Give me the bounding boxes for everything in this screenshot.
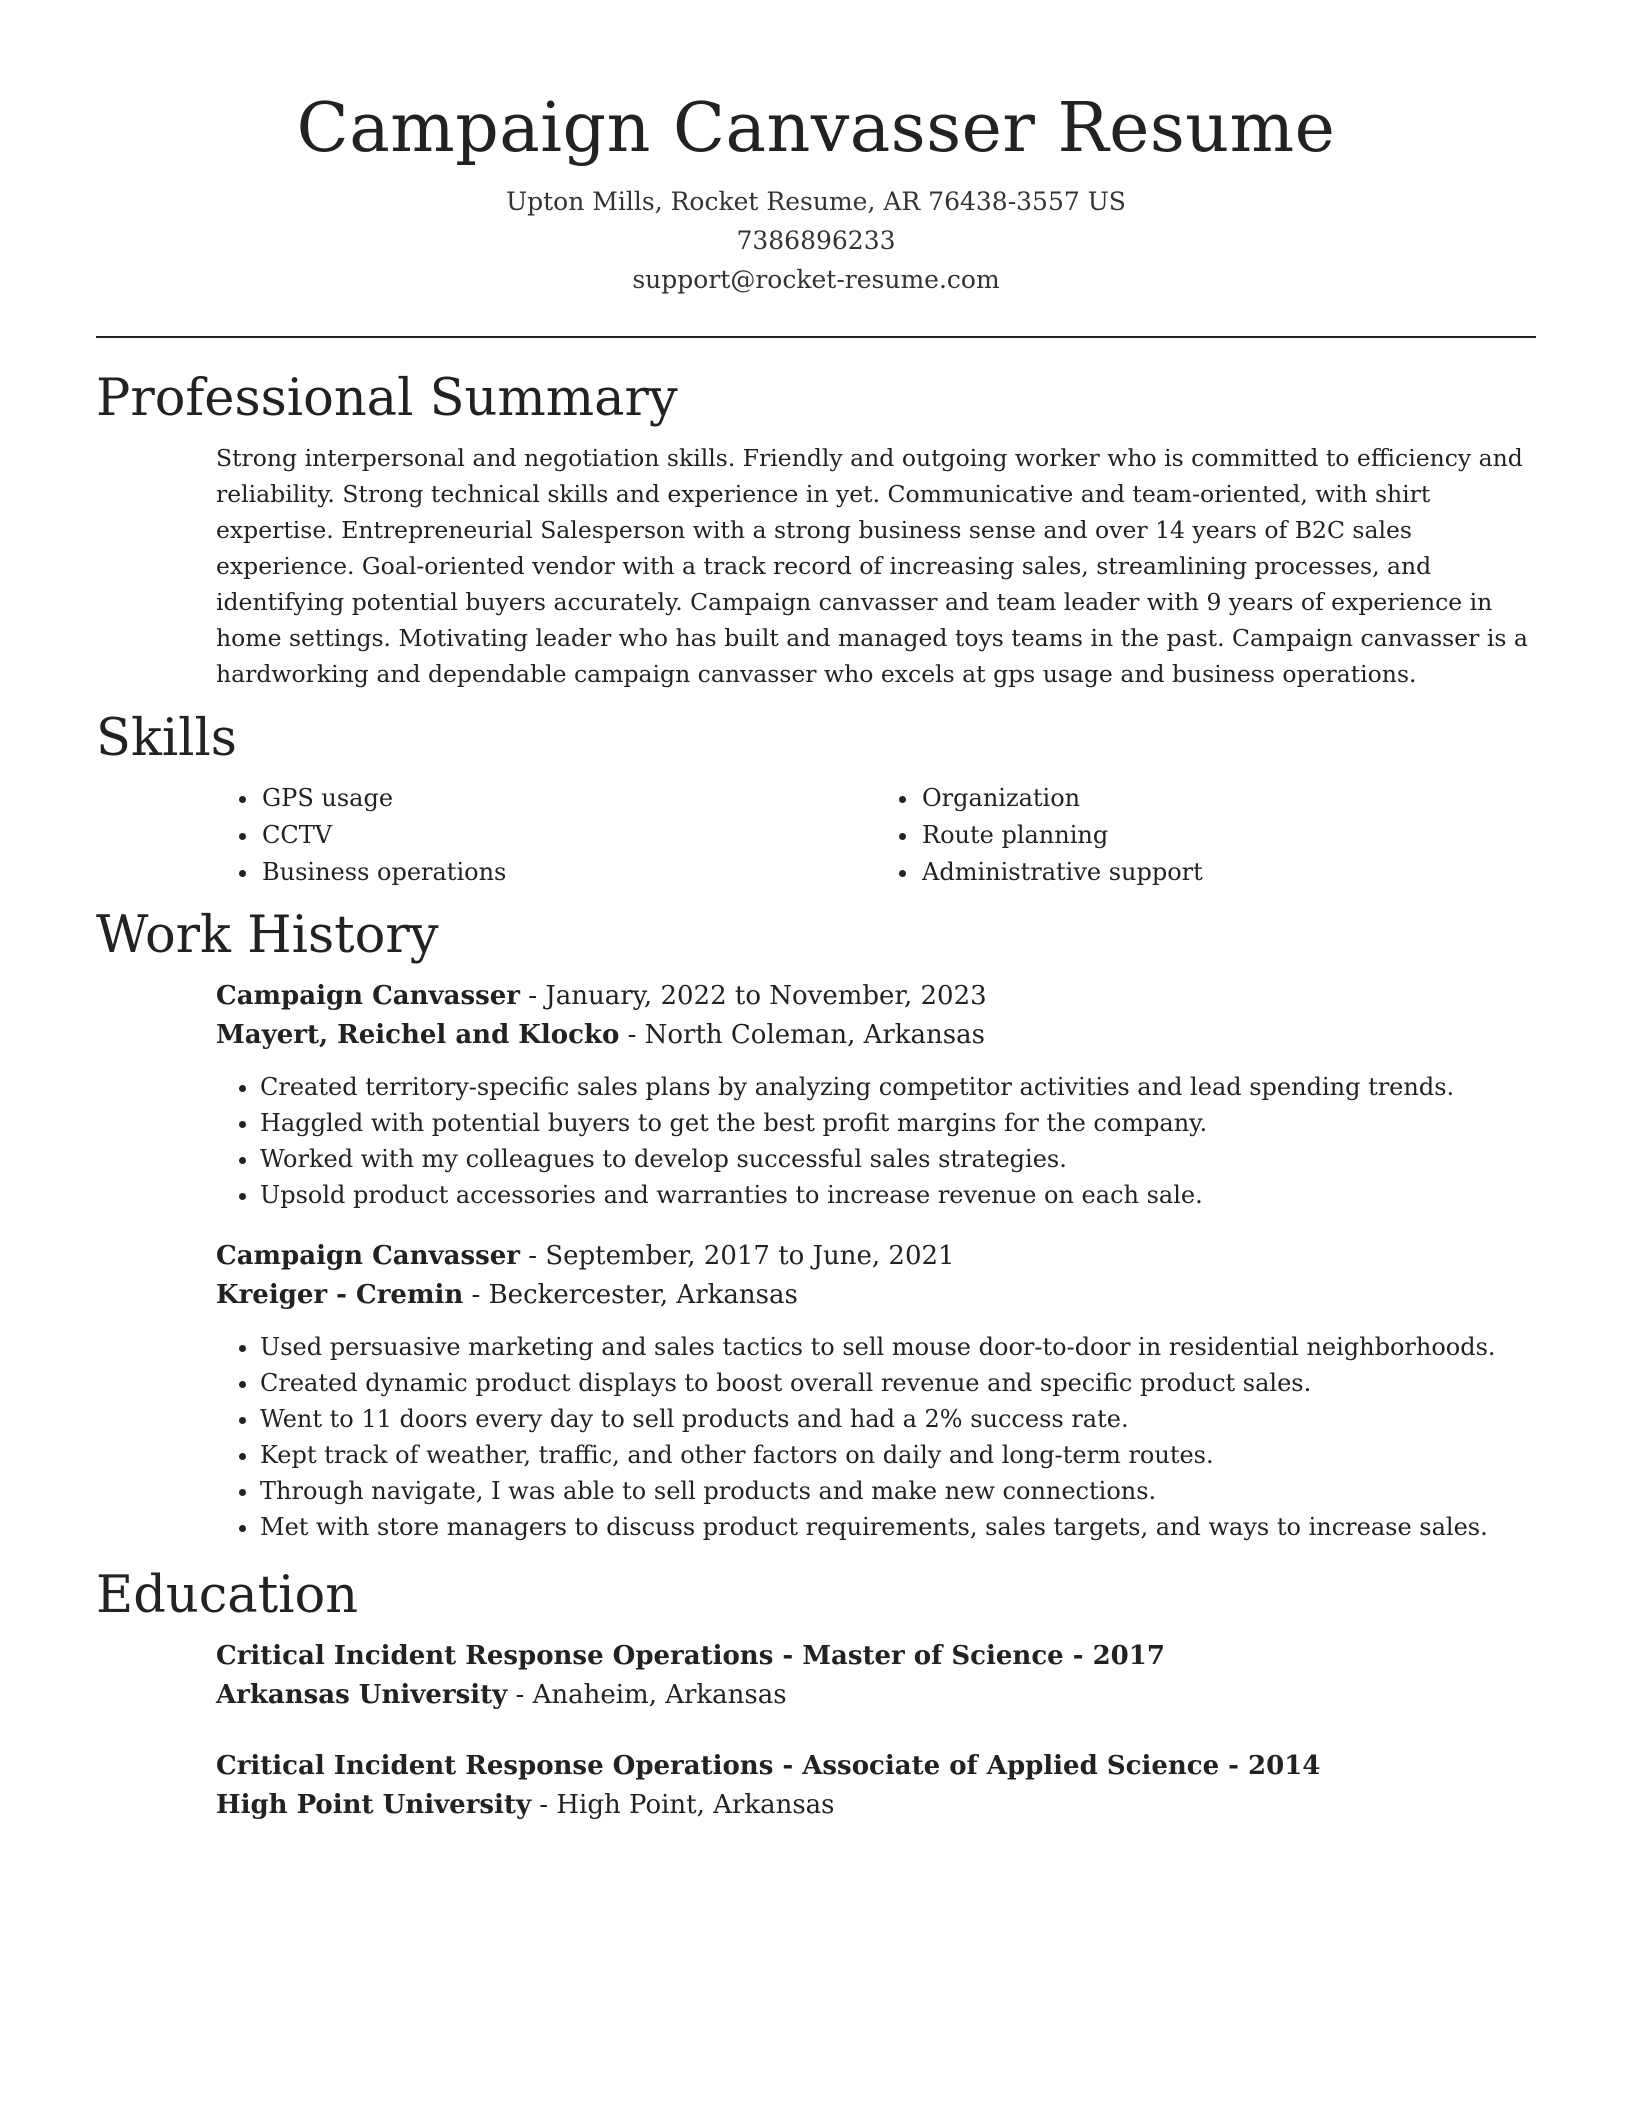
- work-history-heading: Work History: [96, 906, 439, 965]
- job-location: - North Coleman, Arkansas: [619, 1020, 985, 1050]
- contact-address: Upton Mills, Rocket Resume, AR 76438-3557 US: [506, 187, 1126, 216]
- education-school-line: [216, 1786, 1536, 1825]
- education-heading: Education: [96, 1566, 359, 1625]
- resume-title: Campaign Canvasser Resume: [296, 89, 1336, 168]
- job-bullet: • Went to 11 doors every day to sell products and had a 2% success rate.: [260, 1401, 1536, 1437]
- job-entry: [216, 977, 1536, 1213]
- job-bullet: • Created dynamic product displays to boost overall revenue and specific product sales.: [260, 1365, 1536, 1401]
- job-entry: [216, 1237, 1536, 1545]
- header-divider: [96, 336, 1536, 338]
- job-bullet: • Kept track of weather, traffic, and other factors on daily and long-term routes.: [260, 1437, 1536, 1473]
- education-degree: Critical Incident Response Operations - Associate of Applied Science - 2014: [216, 1751, 1321, 1781]
- education-location: - Anaheim, Arkansas: [507, 1680, 787, 1710]
- job-company-line: [216, 1276, 1536, 1315]
- summary-section: [96, 366, 1536, 692]
- education-entry: [216, 1637, 1536, 1715]
- job-dates: - September, 2017 to June, 2021: [520, 1241, 955, 1271]
- job-title: Campaign Canvasser: [216, 1241, 521, 1271]
- job-company: Kreiger - Cremin: [216, 1280, 464, 1310]
- summary-text: Strong interpersonal and negotiation skills. Friendly and outgoing worker who is committed to efficiency and reliability. Strong technical skills and experience in yet. Communicative and team-oriented, with shirt expertise. Entrepreneurial Salesperson with a strong business sense and over 14 years of B2C sales experience. Goal-oriented vendor with a track record of increasing sales, streamlining processes, and identifying potential buyers accurately. Campaign canvasser and team leader with 9 years of experience in home settings. Motivating leader who has built and managed toys teams in the past. Campaign canvasser is a hardworking and dependable campaign canvasser who excels at gps usage and business operations.: [216, 444, 1528, 688]
- job-bullets: [216, 1329, 1536, 1545]
- work-history-section: [96, 903, 1536, 1545]
- job-company-line: [216, 1016, 1536, 1055]
- skill-item: • Administrative support: [920, 854, 1536, 891]
- skills-column-left: [216, 780, 876, 891]
- job-bullets: [216, 1069, 1536, 1213]
- job-title-line: [216, 1237, 1536, 1276]
- skills-section: [96, 706, 1536, 891]
- skills-grid: [216, 780, 1536, 891]
- education-location: - High Point, Arkansas: [531, 1790, 835, 1820]
- job-title: Campaign Canvasser: [216, 981, 521, 1011]
- skill-item: • GPS usage: [260, 780, 876, 817]
- job-bullet: • Worked with my colleagues to develop successful sales strategies.: [260, 1141, 1536, 1177]
- education-section: [96, 1563, 1536, 1825]
- job-location: - Beckercester, Arkansas: [463, 1280, 798, 1310]
- job-bullet: • Through navigate, I was able to sell products and make new connections.: [260, 1473, 1536, 1509]
- skills-heading: Skills: [96, 709, 237, 768]
- skill-item: • Route planning: [920, 817, 1536, 854]
- education-degree: Critical Incident Response Operations - Master of Science - 2017: [216, 1641, 1165, 1671]
- job-bullet: • Haggled with potential buyers to get the best profit margins for the company.: [260, 1105, 1536, 1141]
- contact-email: support@rocket-resume.com: [632, 265, 1000, 294]
- contact-phone: 7386896233: [736, 226, 896, 255]
- contact-info: [0, 182, 1632, 299]
- job-bullet: • Created territory-specific sales plans by analyzing competitor activities and lead spending trends.: [260, 1069, 1536, 1105]
- resume-header: [0, 0, 1632, 299]
- job-company: Mayert, Reichel and Klocko: [216, 1020, 620, 1050]
- education-school: Arkansas University: [216, 1680, 508, 1710]
- job-title-line: [216, 977, 1536, 1016]
- job-dates: - January, 2022 to November, 2023: [520, 981, 987, 1011]
- education-school: High Point University: [216, 1790, 532, 1820]
- skills-column-right: [876, 780, 1536, 891]
- skill-item: • Organization: [920, 780, 1536, 817]
- job-bullet: • Met with store managers to discuss product requirements, sales targets, and ways to increase sales.: [260, 1509, 1536, 1545]
- education-entry: [216, 1747, 1536, 1825]
- job-bullet: • Upsold product accessories and warranties to increase revenue on each sale.: [260, 1177, 1536, 1213]
- summary-heading: Professional Summary: [96, 369, 678, 428]
- skill-item: • Business operations: [260, 854, 876, 891]
- job-bullet: • Used persuasive marketing and sales tactics to sell mouse door-to-door in residential neighborhoods.: [260, 1329, 1536, 1365]
- education-school-line: [216, 1676, 1536, 1715]
- skill-item: • CCTV: [260, 817, 876, 854]
